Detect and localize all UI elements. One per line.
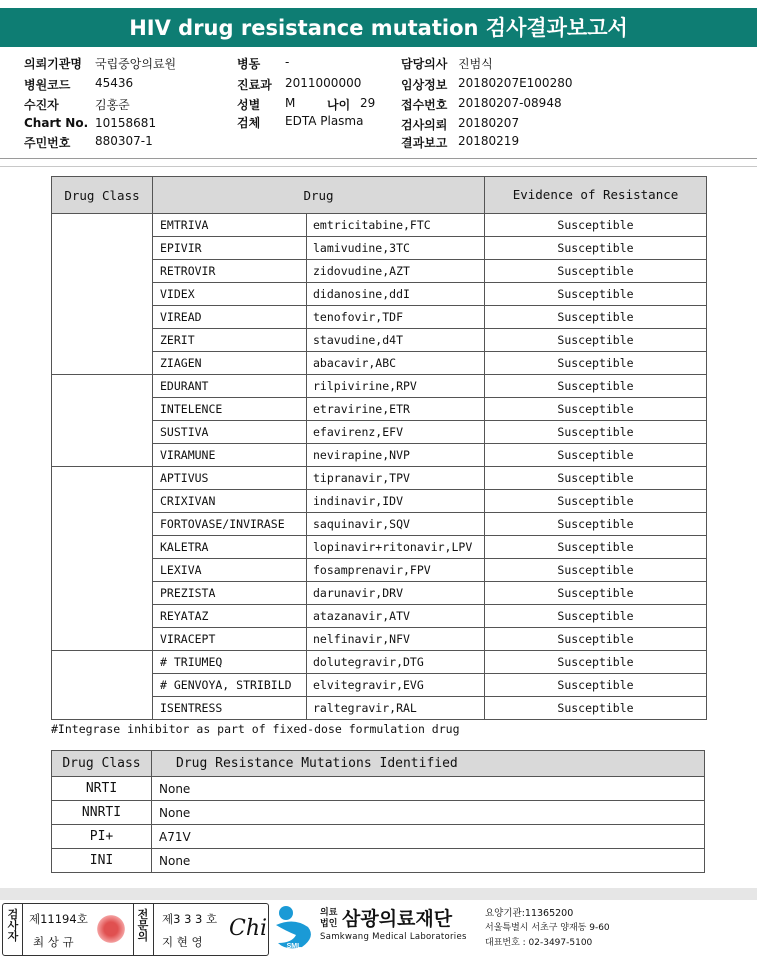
header-divider [0, 158, 757, 159]
doctor-label: 담당의사 [401, 57, 448, 71]
generic-name-cell: elvitegravir,EVG [307, 674, 485, 697]
table-row [52, 801, 705, 825]
inspector-name: 최 상 규 [33, 935, 74, 949]
resident-no-value: 880307-1 [95, 134, 153, 148]
doctor-value: 진범식 [458, 57, 493, 71]
department-value: 2011000000 [285, 76, 362, 90]
org-prefix: 의료법인 [320, 908, 338, 929]
evidence-cell: Susceptible [485, 467, 707, 490]
evidence-cell: Susceptible [485, 651, 707, 674]
drug-class-cell: PI+ [52, 825, 152, 849]
evidence-cell: Susceptible [485, 582, 707, 605]
generic-name-cell: stavudine,d4T [307, 329, 485, 352]
seal-icon [95, 913, 127, 945]
brand-name-cell: ISENTRESS [153, 697, 307, 720]
evidence-cell: Susceptible [485, 490, 707, 513]
drug-class-cell [52, 375, 153, 467]
generic-name-cell: nelfinavir,NFV [307, 628, 485, 651]
col-header-drug: Drug [153, 177, 485, 214]
sml-logo-icon [272, 903, 317, 951]
generic-name-cell: rilpivirine,RPV [307, 375, 485, 398]
brand-name-cell: EDURANT [153, 375, 307, 398]
generic-name-cell: abacavir,ABC [307, 352, 485, 375]
brand-name-cell: # GENVOYA, STRIBILD [153, 674, 307, 697]
generic-name-cell: dolutegravir,DTG [307, 651, 485, 674]
brand-name-cell: INTELENCE [153, 398, 307, 421]
ward-value: - [285, 55, 290, 69]
evidence-cell: Susceptible [485, 605, 707, 628]
specialist-label: 전문의 [137, 908, 149, 943]
evidence-cell: Susceptible [485, 674, 707, 697]
drug-class-cell: INI [52, 849, 152, 873]
drug-class-cell: NNRTI [52, 801, 152, 825]
evidence-cell: Susceptible [485, 283, 707, 306]
org-address: 서울특별시 서초구 양재동 9-60 [485, 923, 610, 933]
evidence-cell: Susceptible [485, 513, 707, 536]
generic-name-cell: efavirenz,EFV [307, 421, 485, 444]
evidence-cell: Susceptible [485, 352, 707, 375]
hospital-code-label: 병원코드 [24, 78, 71, 92]
generic-name-cell: fosamprenavir,FPV [307, 559, 485, 582]
brand-name-cell: VIREAD [153, 306, 307, 329]
report-date-label: 결과보고 [401, 136, 448, 150]
brand-name-cell: EPIVIR [153, 237, 307, 260]
department-label: 진료과 [237, 78, 272, 92]
generic-name-cell: etravirine,ETR [307, 398, 485, 421]
generic-name-cell: atazanavir,ATV [307, 605, 485, 628]
org-subtitle: Samkwang Medical Laboratories [320, 932, 467, 942]
brand-name-cell: APTIVUS [153, 467, 307, 490]
brand-name-cell: VIRACEPT [153, 628, 307, 651]
signature: Chi [229, 916, 268, 941]
drug-resistance-table [51, 176, 707, 720]
age-label: 나이 [327, 98, 351, 112]
drug-class-cell [52, 467, 153, 651]
table-row [52, 777, 705, 801]
evidence-cell: Susceptible [485, 237, 707, 260]
evidence-cell: Susceptible [485, 375, 707, 398]
table-row [52, 375, 707, 398]
specialist-name: 지 현 영 [162, 935, 203, 949]
divider [153, 904, 154, 955]
mutation-cell: None [152, 777, 705, 801]
patient-value: 김홍준 [95, 98, 130, 112]
footnote: #Integrase inhibitor as part of fixed-dose formulation drug [51, 722, 460, 736]
logo-text: SML [286, 943, 302, 950]
generic-name-cell: lopinavir+ritonavir,LPV [307, 536, 485, 559]
resident-no-label: 주민번호 [24, 136, 71, 150]
brand-name-cell: VIDEX [153, 283, 307, 306]
inspector-number: 제11194호 [29, 912, 88, 926]
signature-box [2, 903, 269, 956]
evidence-cell: Susceptible [485, 444, 707, 467]
generic-name-cell: raltegravir,RAL [307, 697, 485, 720]
footer [0, 888, 757, 968]
chart-no-label: Chart No. [24, 116, 89, 130]
hospital-label: 의뢰기관명 [24, 57, 82, 71]
hospital-value: 국립중앙의료원 [95, 57, 177, 71]
brand-name-cell: KALETRA [153, 536, 307, 559]
generic-name-cell: indinavir,IDV [307, 490, 485, 513]
footer-bar [0, 888, 757, 900]
generic-name-cell: zidovudine,AZT [307, 260, 485, 283]
brand-name-cell: PREZISTA [153, 582, 307, 605]
col-header-evidence: Evidence of Resistance [485, 177, 707, 214]
generic-name-cell: tipranavir,TPV [307, 467, 485, 490]
brand-name-cell: VIRAMUNE [153, 444, 307, 467]
org-name: 삼광의료재단 [342, 908, 453, 930]
table-row [52, 651, 707, 674]
org-code: 요양기관:11365200 [485, 908, 574, 919]
clinical-info-value: 20180207E100280 [458, 76, 573, 90]
col-header-mutations: Drug Resistance Mutations Identified [152, 751, 705, 777]
evidence-cell: Susceptible [485, 697, 707, 720]
receipt-no-label: 접수번호 [401, 98, 448, 112]
mutation-cell: None [152, 801, 705, 825]
generic-name-cell: emtricitabine,FTC [307, 214, 485, 237]
generic-name-cell: darunavir,DRV [307, 582, 485, 605]
col-header-class: Drug Class [52, 751, 152, 777]
brand-name-cell: RETROVIR [153, 260, 307, 283]
sex-label: 성별 [237, 98, 261, 112]
specimen-label: 검체 [237, 116, 261, 130]
evidence-cell: Susceptible [485, 260, 707, 283]
specimen-value: EDTA Plasma [285, 114, 364, 128]
table-row [52, 825, 705, 849]
divider [22, 904, 23, 955]
drug-class-cell [52, 214, 153, 375]
brand-name-cell: ZERIT [153, 329, 307, 352]
patient-label: 수진자 [24, 98, 59, 112]
evidence-cell: Susceptible [485, 306, 707, 329]
drug-class-cell: NRTI [52, 777, 152, 801]
org-phone: 대표번호 : 02-3497-5100 [485, 938, 593, 948]
evidence-cell: Susceptible [485, 214, 707, 237]
brand-name-cell: EMTRIVA [153, 214, 307, 237]
brand-name-cell: CRIXIVAN [153, 490, 307, 513]
evidence-cell: Susceptible [485, 559, 707, 582]
evidence-cell: Susceptible [485, 628, 707, 651]
generic-name-cell: lamivudine,3TC [307, 237, 485, 260]
report-date-value: 20180219 [458, 134, 520, 148]
brand-name-cell: ZIAGEN [153, 352, 307, 375]
mutation-cell: None [152, 849, 705, 873]
table-row [52, 467, 707, 490]
col-header-drug-class: Drug Class [52, 177, 153, 214]
brand-name-cell: LEXIVA [153, 559, 307, 582]
mutation-cell: A71V [152, 825, 705, 849]
brand-name-cell: # TRIUMEQ [153, 651, 307, 674]
brand-name-cell: FORTOVASE/INVIRASE [153, 513, 307, 536]
chart-no-value: 10158681 [95, 116, 157, 130]
hospital-code-value: 45436 [95, 76, 134, 90]
table-row [52, 849, 705, 873]
generic-name-cell: tenofovir,TDF [307, 306, 485, 329]
generic-name-cell: nevirapine,NVP [307, 444, 485, 467]
divider [133, 904, 134, 955]
brand-name-cell: SUSTIVA [153, 421, 307, 444]
drug-class-cell [52, 651, 153, 720]
evidence-cell: Susceptible [485, 536, 707, 559]
evidence-cell: Susceptible [485, 421, 707, 444]
report-title: HIV drug resistance mutation 검사결과보고서 [0, 8, 757, 47]
evidence-cell: Susceptible [485, 398, 707, 421]
sex-value: M [285, 96, 296, 110]
clinical-info-label: 임상정보 [401, 78, 448, 92]
specialist-number: 제3 3 3 호 [162, 912, 218, 926]
table-row [52, 214, 707, 237]
mutation-table [51, 750, 705, 873]
inspector-label: 검사자 [7, 908, 19, 943]
receipt-no-value: 20180207-08948 [458, 96, 562, 110]
evidence-cell: Susceptible [485, 329, 707, 352]
request-date-value: 20180207 [458, 116, 520, 130]
brand-name-cell: REYATAZ [153, 605, 307, 628]
request-date-label: 검사의뢰 [401, 118, 448, 132]
age-value: 29 [360, 96, 376, 110]
generic-name-cell: didanosine,ddI [307, 283, 485, 306]
header-divider-2 [0, 166, 757, 167]
ward-label: 병동 [237, 57, 261, 71]
generic-name-cell: saquinavir,SQV [307, 513, 485, 536]
